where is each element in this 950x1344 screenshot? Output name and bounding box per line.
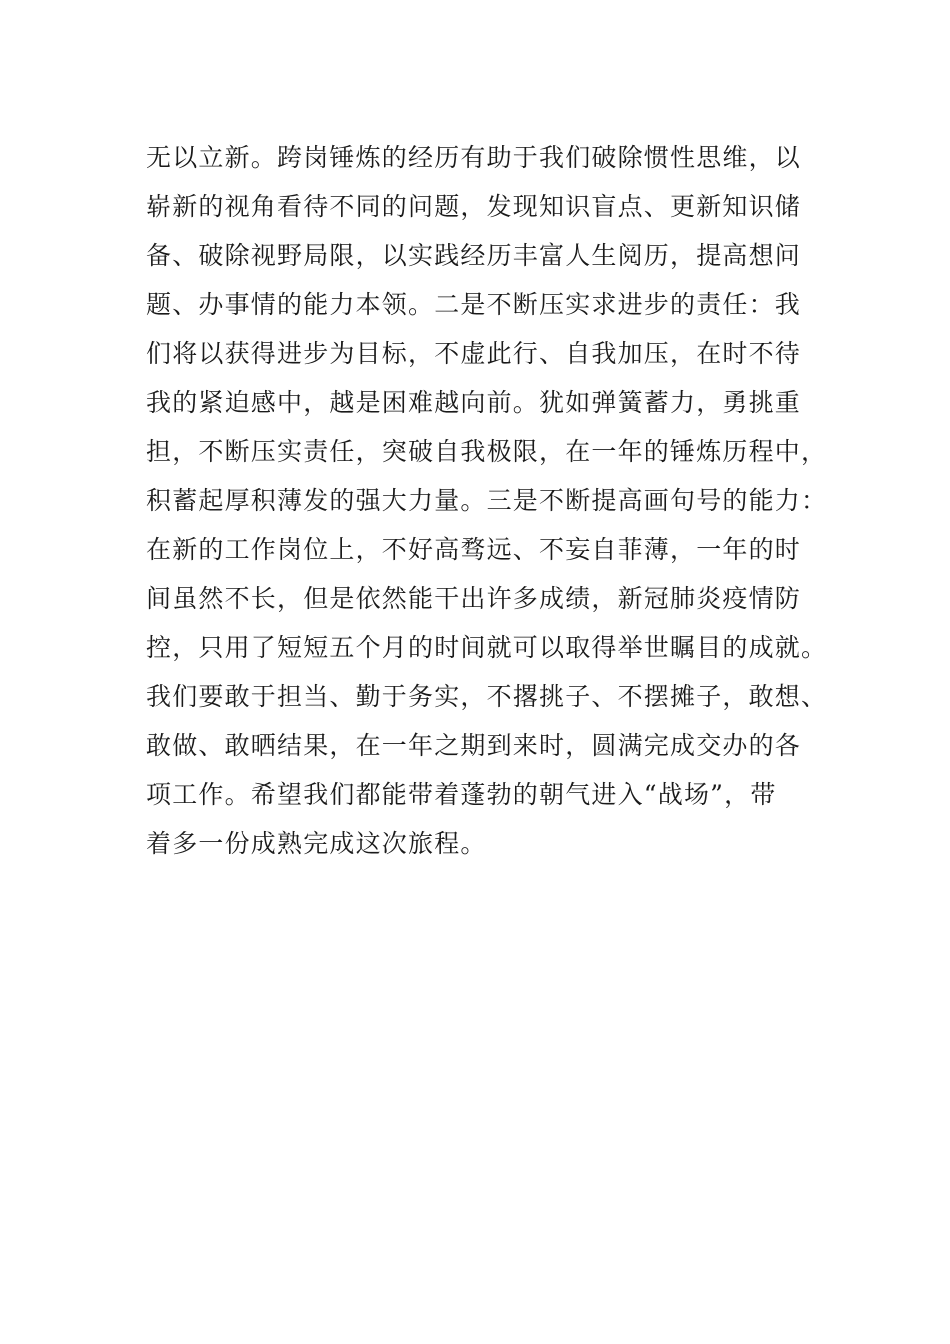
text-line: 间虽然不长，但是依然能干出许多成绩，新冠肺炎疫情防 [146,584,802,613]
text-line: 着多一份成熟完成这次旅程。 [146,829,487,858]
text-line: 我的紧迫感中，越是困难越向前。犹如弹簧蓄力，勇挑重 [146,388,802,417]
text-line: 备、破除视野局限，以实践经历丰富人生阅历，提高想问 [146,241,802,270]
text-line: 们将以获得进步为目标，不虚此行、自我加压，在时不待 [146,339,802,368]
body-paragraph [146,133,828,868]
text-line: 在新的工作岗位上，不好高骛远、不妄自菲薄，一年的时 [146,535,802,564]
text-line: 无以立新。跨岗锤炼的经历有助于我们破除惯性思维，以 [146,143,802,172]
text-line: 敢做、敢晒结果，在一年之期到来时，圆满完成交办的各 [146,731,802,760]
text-line: 题、办事情的能力本领。二是不断压实求进步的责任：我 [146,290,802,319]
text-line: 担，不断压实责任，突破自我极限，在一年的锤炼历程中， [146,437,828,466]
text-line: 积蓄起厚积薄发的强大力量。三是不断提高画句号的能力： [146,486,828,515]
text-line: 我们要敢于担当、勤于务实，不撂挑子、不摆摊子，敢想、 [146,682,828,711]
text-line: 控，只用了短短五个月的时间就可以取得举世瞩目的成就。 [146,633,828,662]
text-line: 项工作。希望我们都能带着蓬勃的朝气进入“战场”，带 [146,780,777,809]
text-line: 崭新的视角看待不同的问题，发现知识盲点、更新知识储 [146,192,802,221]
